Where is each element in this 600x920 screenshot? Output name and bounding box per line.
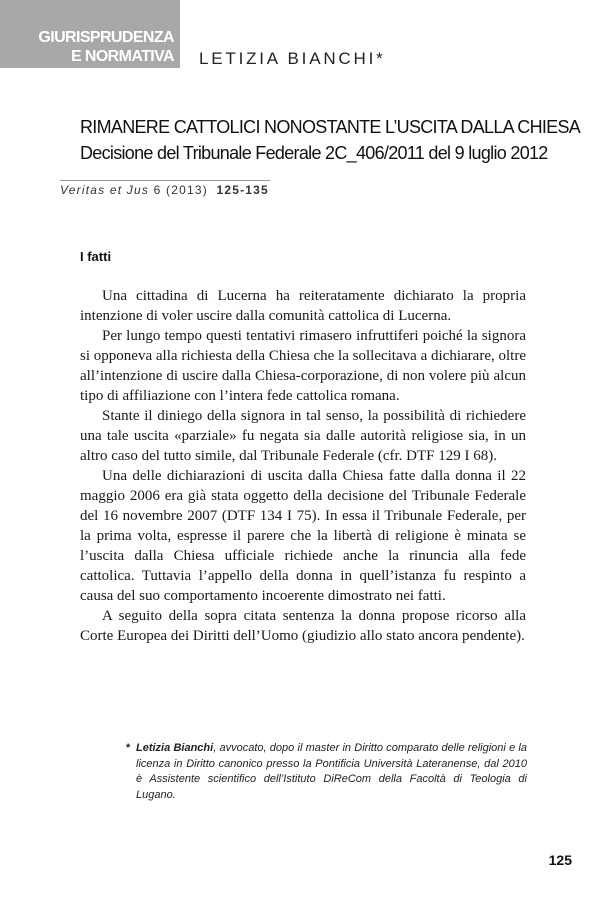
section-heading: I fatti — [80, 249, 112, 264]
journal-name: Veritas et Jus — [60, 183, 150, 197]
paragraph: Una cittadina di Lucerna ha reiteratamente dichiarato la propria intenzione di voler uscire dalla comunità cattolica di Lucerna. — [80, 288, 526, 324]
article-titles — [80, 114, 581, 166]
article-subtitle: Decisione del Tribunale Federale 2C_406/2011 del 9 luglio 2012 — [80, 143, 548, 163]
footnote-author-name: Letizia Bianchi — [136, 742, 214, 754]
paragraph: A seguito della sopra citata sentenza la donna propose ricorso alla Corte Europea dei Diritti dell’Uomo (giudizio allo stato ancora pendente). — [80, 608, 526, 644]
article-body — [80, 286, 526, 646]
page-number: 125 — [548, 852, 572, 868]
paragraph: Per lungo tempo questi tentativi rimasero infruttiferi poiché la signora si opponeva alla richiesta della Chiesa che la sollecitava a dichiarare, oltre all’intenzione di uscire dalla Chiesa-corporazione, di non volere più alcun tipo di affiliazione con l’intera fede cattolica romana. — [80, 328, 526, 404]
journal-issue: 6 (2013) — [153, 183, 208, 197]
footnote-text: , avvocato, dopo il master in Diritto comparato delle religioni e la licenza in Diritto canonico presso la Pontificia Università Lateranense, dal 2010 è Assistente scientifico dell’Istituto DiReCom della Facoltà di Teologia di Lugano. — [136, 742, 527, 801]
journal-reference — [60, 183, 269, 197]
paragraph: Una delle dichiarazioni di uscita dalla Chiesa fatte dalla donna il 22 maggio 2006 era già stata oggetto della decisione del Tribunale Federale del 16 novembre 2007 (DTF 134 I 75). In essa il Tribunale Federale, per la prima volta, espresse il parere che la libertà di religione è minata se l’uscita dalla Chiesa ufficiale richiede anche la rinuncia alla fede cattolica. Tuttavia l’appello della donna in quell’istanza fu respinto a causa del suo comportamento incoerente dimostrato nei fatti. — [80, 468, 526, 604]
paragraph: Stante il diniego della signora in tal senso, la possibilità di richiedere una tale uscita «parziale» fu negata sia dalle autorità religiose sia, in un altro caso del tutto simile, dal Tribunale Federale (cfr. DTF 129 I 68). — [80, 408, 526, 464]
section-tab — [0, 0, 180, 68]
journal-pages: 125-135 — [216, 183, 269, 197]
author-footnote — [126, 741, 527, 803]
section-tab-line2: E NORMATIVA — [70, 48, 174, 65]
author-heading: LETIZIA BIANCHI* — [199, 49, 386, 68]
section-tab-line1: GIURISPRUDENZA — [38, 29, 174, 46]
footnote-mark: * — [126, 742, 131, 754]
article-title: RIMANERE CATTOLICI NONOSTANTE L’USCITA DALLA CHIESA — [80, 117, 581, 137]
divider — [60, 180, 270, 181]
